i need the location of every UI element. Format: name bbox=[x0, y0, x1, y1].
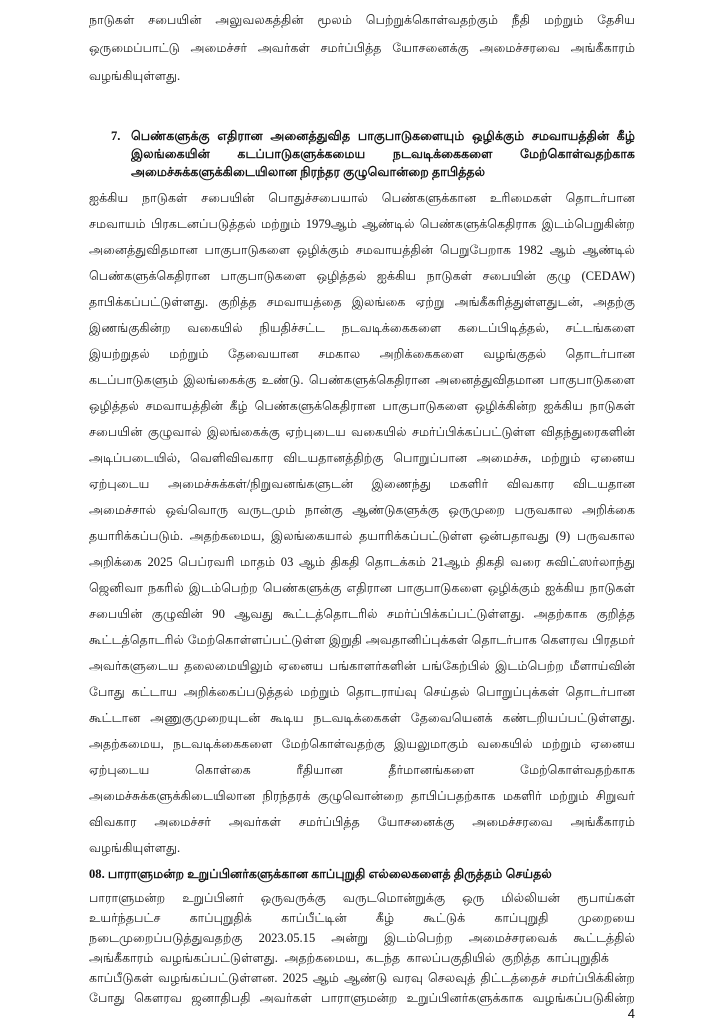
text-line: நாடுகள் சபையின் அலுவலகத்தின் மூலம் பெற்றுக்கொள்வதற்கும் நீதி மற்றும் தேசிய bbox=[89, 13, 635, 27]
text-line: அதற்கமைய, நடவடிக்கைகளை மேற்கொள்வதற்கு இயலுமாகும் வகையில் மற்றும் ஏனைய bbox=[89, 737, 635, 751]
text-line: ஐக்கிய நாடுகள் சபையின் பொதுச்சபையால் பெண்களுக்கான உரிமைகள் தொடர்பான bbox=[89, 191, 635, 205]
text-line: பாராளுமன்ற உறுப்பினர் ஒருவருக்கு வருடமொன்றுக்கு ஒரு மில்லியன் ரூபாய்கள் bbox=[89, 891, 635, 905]
text-line: போது கௌரவ ஜனாதிபதி அவர்கள் பாராளுமன்ற உறுப்பினர்களுக்காக வழங்கப்படுகின்ற bbox=[89, 991, 635, 1005]
text-line: சபையின் குழுவின் 90 ஆவது கூட்டத்தொடரில் சமர்ப்பிக்கப்பட்டுள்ளது. அதற்காக குறித்த bbox=[89, 607, 635, 621]
section-title-line: இலங்கையின் கடப்பாடுகளுக்கமைய நடவடிக்கைகளை மேற்கொள்வதற்காக bbox=[131, 147, 635, 161]
text-line: ஏற்புடைய கொள்கை ரீதியான தீர்மானங்களை மேற்கொள்வதற்காக bbox=[89, 763, 635, 777]
text-line: விவகார அமைச்சர் அவர்கள் சமர்ப்பித்த யோசனைக்கு அமைச்சரவை அங்கீகாரம் bbox=[89, 815, 635, 829]
text-line: அனைத்துவிதமான பாகுபாடுகளை ஒழிக்கும் சமவாயத்தின் பெறுபேறாக 1982 ஆம் ஆண்டில் bbox=[89, 243, 635, 257]
text-line: அவர்களுடைய தலைமையிலும் ஏனைய பங்காளர்களின் பங்கேற்பில் இடம்பெற்ற மீளாய்வின் bbox=[89, 659, 635, 673]
section-title-line: பெண்களுக்கு எதிரான அனைத்துவித பாகுபாடுகளையும் ஒழிக்கும் சமவாயத்தின் கீழ் bbox=[131, 129, 635, 143]
text-line: நடைமுறைப்படுத்துவதற்கு 2023.05.15 அன்று இடம்பெற்ற அமைச்சரவைக் கூட்டத்தில் bbox=[89, 931, 635, 945]
text-line: இணங்குகின்ற வகையில் நியதிச்சட்ட நடவடிக்கைகளை கடைப்பிடித்தல், சட்டங்களை bbox=[89, 321, 635, 335]
text-line: ஜெனிவா நகரில் இடம்பெற்ற பெண்களுக்கு எதிரான பாகுபாடுகளை ஒழிக்கும் ஐக்கிய நாடுகள் bbox=[89, 581, 635, 595]
section-title-line: அமைச்சுக்களுக்கிடையிலான நிரந்தர குழுவொன்றை தாபித்தல் bbox=[131, 165, 486, 179]
text-line: காப்பீடுகள் வழங்கப்பட்டுள்ளன. 2025 ஆம் ஆண்டு வரவு செலவுத் திட்டத்தைச் சமர்ப்பிக்கின்ற bbox=[89, 971, 635, 985]
text-line: சமவாயம் பிரகடனப்படுத்தல் மற்றும் 1979ஆம் ஆண்டில் பெண்களுக்கெதிராக இடம்பெறுகின்ற bbox=[89, 217, 635, 231]
text-line: கூட்டான அணுகுமுறையுடன் கூடிய நடவடிக்கைகள் தேவையெனக் கண்டறியப்பட்டுள்ளது. bbox=[89, 711, 635, 725]
text-line: வழங்கியுள்ளது. bbox=[89, 69, 181, 83]
text-line: ஒருமைப்பாட்டு அமைச்சர் அவர்கள் சமர்ப்பித்த யோசனைக்கு அமைச்சரவை அங்கீகாரம் bbox=[89, 41, 635, 55]
text-line: சபையின் குழுவால் இலங்கைக்கு ஏற்புடைய வகையில் சமர்ப்பிக்கப்பட்டுள்ள விதந்துரைகளின் bbox=[89, 425, 635, 439]
page-number: 4 bbox=[627, 1006, 635, 1021]
text-line: ஏற்புடைய அமைச்சுக்கள்/நிறுவனங்களுடன் இணைந்து மகளிர் விவகார விடயதான bbox=[89, 477, 635, 491]
text-line: அமைச்சுக்களுக்கிடையிலான நிரந்தரக் குழுவொன்றை தாபிப்பதற்காக மகளிர் மற்றும் சிறுவர் bbox=[89, 789, 635, 803]
text-line: தயாரிக்கப்படும். அதற்கமைய, இலங்கையால் தயாரிக்கப்பட்டுள்ள ஒன்பதாவது (9) பருவகால bbox=[89, 529, 635, 543]
text-line: அங்கீகாரம் வழங்கப்பட்டுள்ளது. அதற்கமைய, கடந்த காலப்பகுதியில் குறித்த காப்புறுதிக் bbox=[89, 951, 609, 965]
text-line: பெண்களுக்கெதிரான பாகுபாடுகளை ஒழித்தல் ஐக்கிய நாடுகள் சபையின் குழு (CEDAW) bbox=[89, 269, 635, 283]
text-line: உயர்ந்தபட்ச காப்புறுதிக் காப்பீட்டின் கீழ் கூட்டுக் காப்புறுதி முறையை bbox=[89, 911, 635, 925]
text-line: கூட்டத்தொடரில் மேற்கொள்ளப்பட்டுள்ள இறுதி அவதானிப்புக்கள் தொடர்பாக கௌரவ பிரதமர் bbox=[89, 633, 635, 647]
text-line: தாபிக்கப்பட்டுள்ளது. குறித்த சமவாயத்தை இலங்கை ஏற்று அங்கீகரித்துள்ளதுடன், அதற்கு bbox=[89, 295, 635, 309]
section-number: 7. bbox=[111, 129, 121, 143]
text-line: ஒழித்தல் சமவாயத்தின் கீழ் பெண்களுக்கெதிரான பாகுபாடுகளை ஒழிக்கின்ற ஐக்கிய நாடுகள் bbox=[89, 399, 635, 413]
text-line: கடப்பாடுகளும் இலங்கைக்கு உண்டு. பெண்களுக்கெதிரான அனைத்துவிதமான பாகுபாடுகளை bbox=[89, 373, 635, 387]
text-line: அடிப்படையில், வெளிவிவகார விடயதானத்திற்கு பொறுப்பான அமைச்சு, மற்றும் ஏனைய bbox=[89, 451, 635, 465]
text-line: இயற்றுதல் மற்றும் தேவையான சமகால அறிக்கைகளை வழங்குதல் தொடர்பான bbox=[89, 347, 635, 361]
text-line: அமைச்சால் ஒவ்வொரு வருடமும் நான்கு ஆண்டுகளுக்கு ஒருமுறை பருவகால அறிக்கை bbox=[89, 503, 635, 517]
section-8-heading: 08. பாராளுமன்ற உறுப்பினர்களுக்கான காப்புறுதி எல்லைகளைத் திருத்தம் செய்தல் bbox=[89, 867, 552, 881]
text-line: போது கட்டாய அறிக்கைப்படுத்தல் மற்றும் தொடராய்வு செய்தல் பொறுப்புக்கள் தொடர்பான bbox=[89, 685, 635, 699]
text-line: வழங்கியுள்ளது. bbox=[89, 841, 181, 855]
text-line: அறிக்கை 2025 பெப்ரவரி மாதம் 03 ஆம் திகதி தொடக்கம் 21ஆம் திகதி வரை சுவிட்ஸர்லாந்து bbox=[89, 555, 635, 569]
